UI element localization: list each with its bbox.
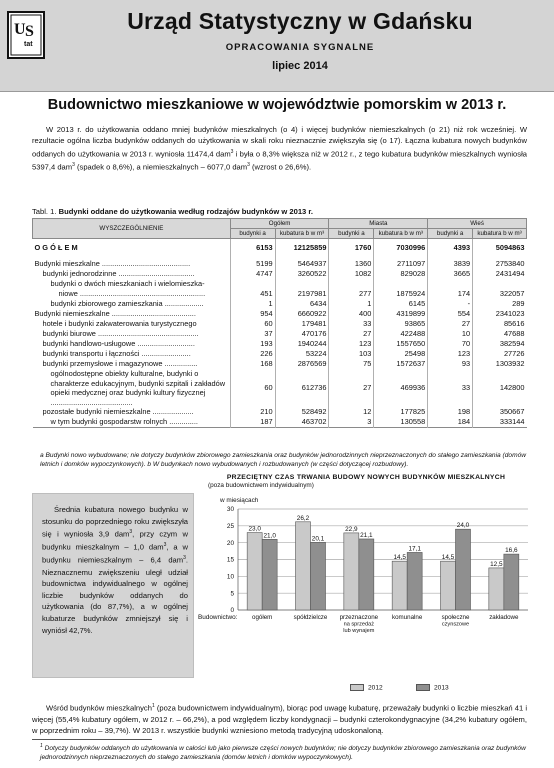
cell-value: 75: [329, 359, 374, 369]
cell-value: 2341023: [473, 309, 527, 319]
cell-value: 422488: [374, 329, 428, 339]
publication-date: lipiec 2014: [272, 60, 328, 72]
bar-value-label: 26,2: [296, 514, 310, 522]
svg-text:S: S: [25, 23, 34, 40]
x-category-label: zakładowe: [489, 614, 519, 621]
table-caption: Tabl. 1. Budynki oddane do użytkowania według rodzajów budynków w 2013 r.: [32, 207, 314, 216]
table-row: [33, 299, 527, 309]
bar-2012: [441, 561, 456, 610]
cell-value: 27: [329, 369, 374, 407]
cell-value: 210: [230, 407, 275, 417]
x-category-label: lub wynajem: [343, 628, 375, 634]
table-row: [33, 319, 527, 329]
table-row: [33, 417, 527, 427]
cell-value: 463702: [275, 417, 329, 427]
cell-value: 6434: [275, 299, 329, 309]
cell-value: 277: [329, 289, 374, 299]
document-title: Budownictwo mieszkaniowe w województwie pomorskim w 2013 r.: [47, 97, 507, 113]
cell-value: 322057: [473, 289, 527, 299]
table-row: [33, 279, 527, 289]
legend-item-2012: 2012: [350, 684, 383, 691]
bar-2012: [344, 533, 359, 610]
row-label: hotele i budynki zakwaterowania turystycznego: [42, 319, 197, 329]
cell-value: 193: [230, 339, 275, 349]
x-category-label: na sprzedaż: [343, 621, 375, 628]
bar-value-label: 22,9: [345, 525, 358, 533]
row-label: O G Ó Ł E M: [34, 242, 78, 252]
intro-paragraph: W 2013 r. do użytkowania oddano mniej budynków mieszkalnych (o 4) i więcej budynków niemieszkalnych (o 21) niż rok wcześniej. W rezultacie ogólna liczba budynków oddanych do użytkowania w skali roku nieznacznie zwiększyła się (o 17). Łączna kubatura nowych budynków oddanych do użytkowania w 2013 r. wyniosła 11474,4 dam$^3$ i była o 8,3% większa niż w 2012 r., z tego kubatura budynków mieszkalnych wyniosła 5397,4 dam$^3$ (spadek o 8,6%), a niemieszkalnych – 6077,0 dam$^3$ (wzrost o 26,6%).: [32, 125, 527, 172]
table-header-label: WYSZCZEGÓLNIENIE: [33, 219, 231, 239]
chart-legend: [350, 682, 470, 696]
cell-value: 168: [230, 359, 275, 369]
col-header: kubatura b w m³: [275, 229, 329, 239]
bar-2013: [504, 554, 519, 610]
cell-value: 60: [230, 369, 275, 407]
cell-value: 123: [329, 339, 374, 349]
cell-value: 37: [230, 329, 275, 339]
cell-value: 3665: [428, 269, 473, 279]
row-label: Budynki mieszkalne ...........................................: [34, 259, 191, 269]
cell-value: 123: [428, 349, 473, 359]
cell-value: 142800: [473, 369, 527, 407]
bar-value-label: 24,0: [456, 522, 470, 530]
table-row: [33, 349, 527, 359]
page-header: [0, 0, 554, 92]
table-row: [33, 239, 527, 254]
chart-canvas: [196, 474, 536, 664]
y-tick-label: 30: [226, 506, 234, 514]
cell-value: 2753840: [473, 259, 527, 269]
svg-text:tat: tat: [24, 41, 33, 48]
cell-value: 469936: [374, 369, 428, 407]
table-group-header: Ogółem: [230, 219, 329, 229]
bar-value-label: 20,1: [311, 535, 325, 543]
table-row: [33, 407, 527, 417]
cell-value: 7030996: [374, 239, 428, 254]
cell-value: 470176: [275, 329, 329, 339]
cell-value: 33: [329, 319, 374, 329]
table-group-header: Wieś: [428, 219, 527, 229]
bar-2012: [489, 568, 504, 610]
cell-value: 1940244: [275, 339, 329, 349]
bar-2012: [247, 533, 262, 610]
bar-2012: [392, 561, 407, 610]
svg-text:U: U: [14, 21, 26, 38]
cell-value: 198: [428, 407, 473, 417]
bar-value-label: 14,5: [441, 554, 455, 562]
cell-value: 1760: [329, 239, 374, 254]
cell-value: 25498: [374, 349, 428, 359]
highlight-box: [32, 493, 194, 678]
cell-value: 289: [473, 299, 527, 309]
row-label: budynki zbiorowego zamieszkania ...................: [50, 299, 204, 309]
office-title: Urząd Statystyczny w Gdańsku: [127, 8, 473, 34]
cell-value: 27: [428, 319, 473, 329]
cell-value: 177825: [374, 407, 428, 417]
cell-value: 2431494: [473, 269, 527, 279]
x-category-label: społeczne: [441, 614, 470, 621]
bar-2013: [407, 552, 422, 610]
bar-value-label: 23,0: [248, 525, 261, 533]
highlight-text: Średnia kubatura nowego budynku w stosunku do poprzedniego roku zwiększyła się i wyniosła 3,9 dam$^3$, przy czym w budynku mieszkalnym – 1,0 dam$^3$, a w budynku niemieszkalnym – 6,4 dam$^3$. Nieznacznemu zwiększeniu uległ udział budownictwa indywidualnego w ogólnej liczbie budynków oddanych do użytkowania (do 87,7%), a w ogólnej kubaturze budynków zmniejszył się i wyniósł 42,7%.: [42, 505, 188, 635]
cell-value: 333144: [473, 417, 527, 427]
col-header: kubatura b w m³: [473, 229, 527, 239]
cell-value: 179481: [275, 319, 329, 329]
row-label: Budynki niemieszkalne .........................................: [34, 309, 196, 319]
bar-value-label: 21,0: [263, 532, 276, 540]
cell-value: 382594: [473, 339, 527, 349]
cell-value: [374, 279, 428, 289]
bar-value-label: 12,5: [490, 560, 503, 568]
cell-value: 1: [230, 299, 275, 309]
bar-2013: [311, 542, 326, 610]
cell-value: 174: [428, 289, 473, 299]
cell-value: 1303932: [473, 359, 527, 369]
legend-swatch: [350, 684, 364, 691]
table-row: [33, 359, 527, 369]
cell-value: 400: [329, 309, 374, 319]
bar-2013: [456, 529, 471, 610]
cell-value: 612736: [275, 369, 329, 407]
cell-value: 554: [428, 309, 473, 319]
cell-value: 1360: [329, 259, 374, 269]
cell-value: 103: [329, 349, 374, 359]
col-header: budynki a: [428, 229, 473, 239]
cell-value: 451: [230, 289, 275, 299]
cell-value: -: [428, 299, 473, 309]
col-header: budynki a: [329, 229, 374, 239]
table-row: [33, 369, 527, 407]
cell-value: 27726: [473, 349, 527, 359]
y-axis-label: w miesiącach: [220, 497, 259, 504]
buildings-paragraph: Wśród budynków mieszkalnych$^1$ (poza budownictwem indywidualnym), biorąc pod uwagę kubaturę, przeważały budynki o liczbie mieszkań 41 i więcej (55,4% kubatury ogółem, w 2012 r. – 66,2%), a pod względem liczby kondygnacji – budynki czterokondygnacyjne (34,2% kubatury ogółem, w poprzednim roku – 39,7%). W 2013 r. wszystkie budynki wzniesiono metodą tradycyjną udoskonaloną.: [32, 703, 528, 736]
cell-value: 4393: [428, 239, 473, 254]
cell-value: 5094863: [473, 239, 527, 254]
row-label: pozostałe budynki niemieszkalne ....................: [42, 407, 194, 417]
cell-value: 2876569: [275, 359, 329, 369]
legend-swatch: [416, 684, 430, 691]
bar-2013: [359, 539, 374, 610]
y-tick-label: 15: [226, 556, 234, 564]
cell-value: 5199: [230, 259, 275, 269]
row-label: budynki transportu i łączności ........................: [42, 349, 191, 359]
cell-value: 12: [329, 407, 374, 417]
cell-value: 70: [428, 339, 473, 349]
cell-value: 954: [230, 309, 275, 319]
bar-2012: [296, 522, 311, 610]
table-row: [33, 289, 527, 299]
x-category-label: przeznaczone: [339, 614, 379, 621]
chart-subtitle: (poza budownictwem indywidualnym): [208, 482, 314, 489]
cell-value: 4747: [230, 269, 275, 279]
x-category-label: komunalne: [392, 614, 423, 621]
cell-value: 27: [329, 329, 374, 339]
table-row: [33, 339, 527, 349]
ustat-logo: [6, 10, 46, 60]
cell-value: 93: [428, 359, 473, 369]
table-row: [33, 269, 527, 279]
table-group-header: Miasta: [329, 219, 428, 229]
row-label: budynki przemysłowe i magazynowe ................: [42, 359, 198, 369]
cell-value: 187: [230, 417, 275, 427]
cell-value: [428, 279, 473, 289]
cell-value: 85616: [473, 319, 527, 329]
y-tick-label: 0: [230, 607, 234, 615]
cell-value: 1: [329, 299, 374, 309]
cell-value: 33: [428, 369, 473, 407]
y-tick-label: 5: [230, 590, 234, 598]
publication-series: OPRACOWANIA SYGNALNE: [225, 42, 375, 53]
cell-value: 130558: [374, 417, 428, 427]
construction-time-chart: [196, 474, 536, 664]
bar-value-label: 14,5: [393, 554, 406, 562]
bar-value-label: 17,1: [408, 545, 421, 553]
row-label: budynki biurowe .................................................: [42, 329, 199, 339]
cell-value: 4319899: [374, 309, 428, 319]
col-header: kubatura b w m³: [374, 229, 428, 239]
cell-value: 5464937: [275, 259, 329, 269]
cell-value: 2711097: [374, 259, 428, 269]
footnote-rule: [32, 739, 152, 740]
cell-value: 10: [428, 329, 473, 339]
cell-value: 1572637: [374, 359, 428, 369]
cell-value: 226: [230, 349, 275, 359]
cell-value: 60: [230, 319, 275, 329]
bar-2013: [262, 539, 277, 610]
x-category-label: spółdzielcze: [293, 614, 328, 621]
cell-value: 2197981: [275, 289, 329, 299]
cell-value: [230, 279, 275, 289]
row-label: budynki jednorodzinne .....................................: [42, 269, 195, 279]
cell-value: 53224: [275, 349, 329, 359]
x-category-label: czynszowe: [441, 621, 470, 628]
x-category-label: ogółem: [252, 614, 273, 621]
cell-value: [473, 279, 527, 289]
chart-title: PRZECIĘTNY CZAS TRWANIA BUDOWY NOWYCH BUDYNKÓW MIESZKALNYCH: [226, 474, 506, 481]
cell-value: 93865: [374, 319, 428, 329]
row-label: w tym budynki gospodarstw rolnych ..............: [50, 417, 198, 427]
table-row: [33, 309, 527, 319]
row-label: niowe .............................................................: [58, 289, 206, 299]
cell-value: 3: [329, 417, 374, 427]
row-label: ogólnodostępne obiekty kulturalne, budynki o charakterze edukacyjnym, budynki szpitali i zakładów opieki medycznej oraz budynki kultury fizycznej ........................................: [50, 368, 226, 407]
cell-value: 6145: [374, 299, 428, 309]
cell-value: 829028: [374, 269, 428, 279]
cell-value: 3839: [428, 259, 473, 269]
row-label: budynki o dwóch mieszkaniach i wielomieszka-: [50, 279, 205, 289]
y-tick-label: 20: [226, 539, 234, 547]
cell-value: 184: [428, 417, 473, 427]
cell-value: 1082: [329, 269, 374, 279]
cell-value: 3260522: [275, 269, 329, 279]
cell-value: 1557650: [374, 339, 428, 349]
row-label: budynki handlowo-usługowe ............................: [42, 339, 195, 349]
col-header: budynki a: [230, 229, 275, 239]
y-tick-label: 25: [226, 523, 234, 531]
buildings-table: [32, 218, 527, 428]
bar-value-label: 16,6: [505, 547, 518, 555]
x-axis-label: Budownictwo:: [198, 614, 238, 621]
cell-value: 6153: [230, 239, 275, 254]
legend-item-2013: 2013: [416, 684, 449, 691]
cell-value: 350667: [473, 407, 527, 417]
cell-value: [329, 279, 374, 289]
y-tick-label: 10: [226, 573, 234, 581]
table-row: [33, 329, 527, 339]
bar-value-label: 21,1: [360, 531, 373, 539]
cell-value: 528492: [275, 407, 329, 417]
cell-value: 1875924: [374, 289, 428, 299]
table-notes: a Budynki nowo wybudowane; nie dotyczy budynków zbiorowego zamieszkania oraz budynków jednorodzinnych nieprzeznaczonych do stałego zamieszkania (domów letnich i domków wypoczynkowych). b W budynkach nowo wybudowanych i rozbudowanych (w części dotyczącej rozbudowy).: [40, 452, 527, 468]
cell-value: 12125859: [275, 239, 329, 254]
cell-value: 6660922: [275, 309, 329, 319]
cell-value: 47688: [473, 329, 527, 339]
table-row: [33, 259, 527, 269]
footnote: $^1$ Dotyczy budynków oddanych do użytkowania w całości lub jako pierwsze części nowych budynków; nie dotyczy budynków zbiorowego zamieszkania oraz budynków jednorodzinnych nieprzeznaczonych do stałego zamieszkania (domów letnich i domków wypoczynkowych).: [40, 743, 526, 762]
cell-value: [275, 279, 329, 289]
